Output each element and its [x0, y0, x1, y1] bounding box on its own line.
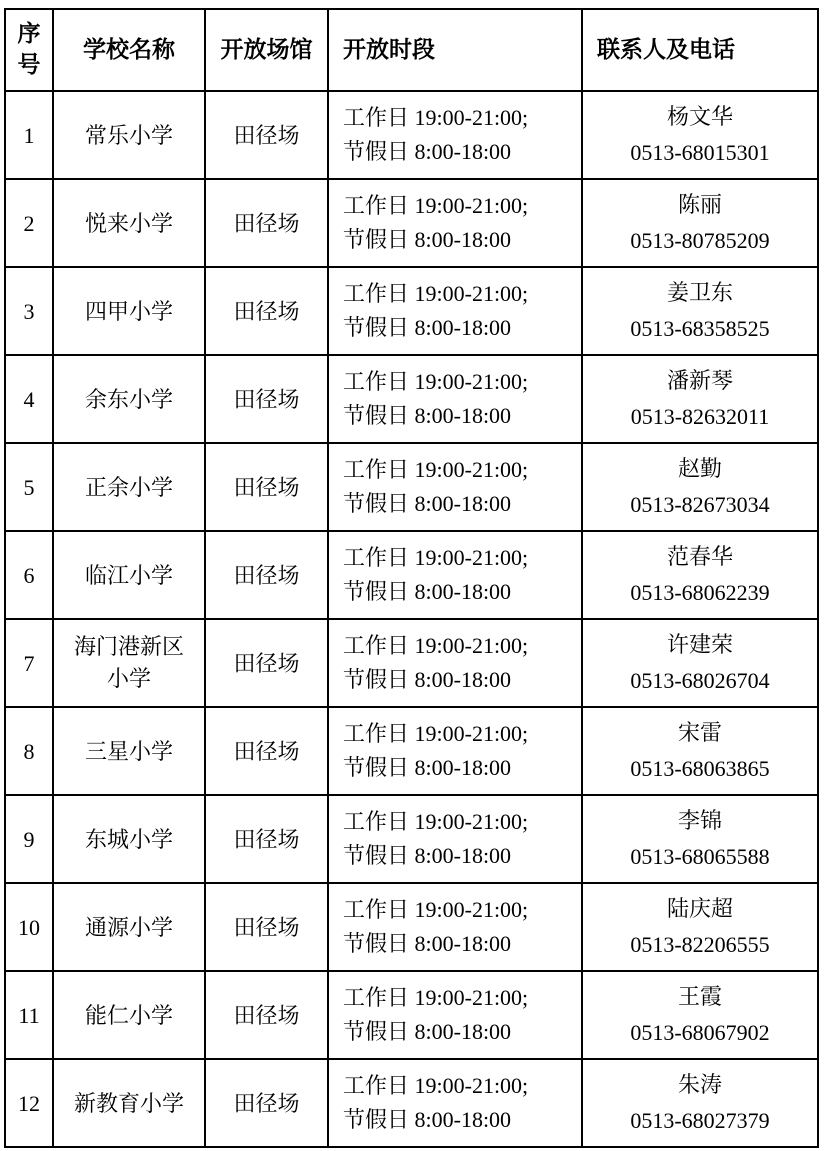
hours-weekday: 工作日 19:00-21:00;	[343, 545, 529, 570]
hours-holiday: 节假日 8:00-18:00	[343, 227, 512, 252]
cell-contact	[582, 179, 818, 267]
hours-holiday: 节假日 8:00-18:00	[343, 667, 512, 692]
cell-no: 3	[5, 267, 53, 355]
contact-phone: 0513-68015301	[630, 140, 770, 165]
cell-hours	[328, 795, 582, 883]
cell-venue: 田径场	[205, 531, 328, 619]
hours-holiday: 节假日 8:00-18:00	[343, 579, 512, 604]
table-row	[5, 883, 818, 971]
contact-phone: 0513-68065588	[630, 844, 770, 869]
school-name: 余东小学	[84, 386, 173, 412]
col-header-no	[5, 9, 53, 91]
cell-hours	[328, 971, 582, 1059]
cell-venue: 田径场	[205, 1059, 328, 1147]
hours-weekday: 工作日 19:00-21:00;	[343, 369, 529, 394]
cell-contact	[582, 619, 818, 707]
cell-no: 11	[5, 971, 53, 1059]
contact-phone: 0513-68026704	[630, 668, 770, 693]
cell-venue: 田径场	[205, 355, 328, 443]
school-name: 新教育小学	[73, 1090, 184, 1116]
cell-no: 9	[5, 795, 53, 883]
school-venue-open-table	[4, 8, 819, 1148]
school-name: 四甲小学	[84, 298, 173, 324]
hours-weekday: 工作日 19:00-21:00;	[343, 809, 529, 834]
cell-school	[53, 531, 205, 619]
table-row	[5, 531, 818, 619]
cell-hours	[328, 355, 582, 443]
cell-no: 6	[5, 531, 53, 619]
cell-venue: 田径场	[205, 619, 328, 707]
hours-weekday: 工作日 19:00-21:00;	[343, 105, 529, 130]
cell-school	[53, 883, 205, 971]
table-row	[5, 355, 818, 443]
header-row	[5, 9, 818, 91]
contact-name: 潘新琴	[666, 368, 733, 393]
contact-name: 陈丽	[677, 192, 722, 217]
contact-name: 许建荣	[666, 632, 733, 657]
cell-hours	[328, 619, 582, 707]
school-name: 海门港新区小学	[73, 634, 184, 691]
table-row	[5, 707, 818, 795]
cell-contact	[582, 971, 818, 1059]
contact-phone: 0513-82673034	[630, 492, 770, 517]
col-header-no-label: 序号	[17, 20, 41, 77]
cell-hours	[328, 531, 582, 619]
col-header-hours: 开放时段	[328, 9, 582, 91]
school-name: 正余小学	[84, 474, 173, 500]
table-row	[5, 443, 818, 531]
cell-venue: 田径场	[205, 707, 328, 795]
contact-phone: 0513-68027379	[630, 1108, 770, 1133]
cell-hours	[328, 91, 582, 179]
cell-no: 1	[5, 91, 53, 179]
hours-holiday: 节假日 8:00-18:00	[343, 755, 512, 780]
hours-weekday: 工作日 19:00-21:00;	[343, 721, 529, 746]
hours-holiday: 节假日 8:00-18:00	[343, 403, 512, 428]
cell-contact	[582, 707, 818, 795]
contact-name: 范春华	[666, 544, 733, 569]
cell-hours	[328, 179, 582, 267]
table-row	[5, 91, 818, 179]
hours-weekday: 工作日 19:00-21:00;	[343, 1073, 529, 1098]
table-row	[5, 179, 818, 267]
table-row	[5, 971, 818, 1059]
cell-contact	[582, 355, 818, 443]
cell-contact	[582, 531, 818, 619]
hours-holiday: 节假日 8:00-18:00	[343, 491, 512, 516]
contact-phone: 0513-80785209	[630, 228, 770, 253]
school-name: 东城小学	[84, 826, 173, 852]
contact-phone: 0513-68062239	[630, 580, 770, 605]
cell-school	[53, 619, 205, 707]
cell-no: 4	[5, 355, 53, 443]
hours-weekday: 工作日 19:00-21:00;	[343, 281, 529, 306]
contact-phone: 0513-82632011	[630, 404, 770, 429]
cell-venue: 田径场	[205, 179, 328, 267]
contact-name: 杨文华	[666, 104, 733, 129]
table-row	[5, 619, 818, 707]
school-name: 悦来小学	[84, 210, 173, 236]
cell-school	[53, 795, 205, 883]
table-header	[5, 9, 818, 91]
hours-weekday: 工作日 19:00-21:00;	[343, 897, 529, 922]
table-row	[5, 795, 818, 883]
cell-venue: 田径场	[205, 443, 328, 531]
hours-weekday: 工作日 19:00-21:00;	[343, 457, 529, 482]
table-body	[5, 91, 818, 1147]
hours-holiday: 节假日 8:00-18:00	[343, 843, 512, 868]
cell-contact	[582, 883, 818, 971]
school-name: 临江小学	[84, 562, 173, 588]
table-row	[5, 267, 818, 355]
contact-name: 赵勤	[677, 456, 722, 481]
cell-hours	[328, 883, 582, 971]
cell-no: 8	[5, 707, 53, 795]
cell-school	[53, 355, 205, 443]
cell-no: 12	[5, 1059, 53, 1147]
hours-holiday: 节假日 8:00-18:00	[343, 1107, 512, 1132]
cell-school	[53, 971, 205, 1059]
col-header-school: 学校名称	[53, 9, 205, 91]
contact-name: 王霞	[677, 984, 722, 1009]
contact-name: 姜卫东	[666, 280, 733, 305]
hours-holiday: 节假日 8:00-18:00	[343, 1019, 512, 1044]
contact-name: 宋雷	[677, 720, 722, 745]
hours-weekday: 工作日 19:00-21:00;	[343, 193, 529, 218]
cell-no: 5	[5, 443, 53, 531]
contact-phone: 0513-82206555	[630, 932, 770, 957]
hours-weekday: 工作日 19:00-21:00;	[343, 633, 529, 658]
contact-phone: 0513-68063865	[630, 756, 770, 781]
contact-name: 陆庆超	[666, 896, 733, 921]
cell-school	[53, 179, 205, 267]
cell-venue: 田径场	[205, 267, 328, 355]
hours-holiday: 节假日 8:00-18:00	[343, 315, 512, 340]
school-name: 三星小学	[84, 738, 173, 764]
cell-venue: 田径场	[205, 883, 328, 971]
cell-school	[53, 267, 205, 355]
cell-contact	[582, 267, 818, 355]
col-header-contact: 联系人及电话	[582, 9, 818, 91]
cell-school	[53, 1059, 205, 1147]
cell-venue: 田径场	[205, 795, 328, 883]
cell-contact	[582, 91, 818, 179]
hours-weekday: 工作日 19:00-21:00;	[343, 985, 529, 1010]
cell-school	[53, 707, 205, 795]
cell-hours	[328, 267, 582, 355]
school-name: 通源小学	[84, 914, 173, 940]
school-name: 常乐小学	[84, 122, 173, 148]
table-row	[5, 1059, 818, 1147]
contact-name: 李锦	[677, 808, 722, 833]
cell-school	[53, 91, 205, 179]
contact-phone: 0513-68067902	[630, 1020, 770, 1045]
cell-hours	[328, 443, 582, 531]
cell-hours	[328, 707, 582, 795]
cell-no: 7	[5, 619, 53, 707]
hours-holiday: 节假日 8:00-18:00	[343, 139, 512, 164]
cell-no: 2	[5, 179, 53, 267]
cell-contact	[582, 443, 818, 531]
cell-no: 10	[5, 883, 53, 971]
contact-name: 朱涛	[677, 1072, 722, 1097]
school-name: 能仁小学	[84, 1002, 173, 1028]
cell-venue: 田径场	[205, 91, 328, 179]
contact-phone: 0513-68358525	[630, 316, 770, 341]
cell-venue: 田径场	[205, 971, 328, 1059]
cell-contact	[582, 1059, 818, 1147]
hours-holiday: 节假日 8:00-18:00	[343, 931, 512, 956]
cell-hours	[328, 1059, 582, 1147]
cell-contact	[582, 795, 818, 883]
col-header-venue: 开放场馆	[205, 9, 328, 91]
cell-school	[53, 443, 205, 531]
